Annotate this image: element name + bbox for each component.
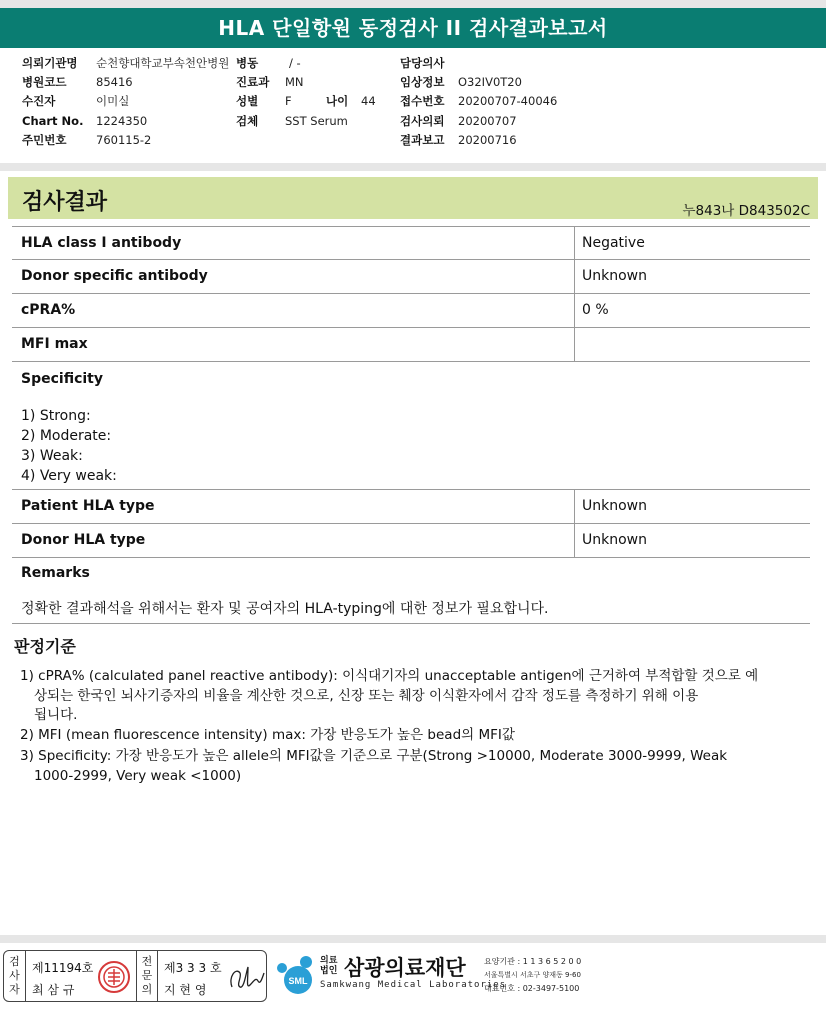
logo-text: SML [288,976,308,986]
footer-separator [0,935,826,943]
column-divider [574,328,575,361]
hospital-code-value: 85416 [96,75,133,89]
column-divider [574,524,575,557]
ward-value: / - [289,56,301,70]
cpra-label: cPRA% [21,302,76,318]
receipt-value: 20200707-40046 [458,94,558,108]
org-prefix [320,956,337,976]
ward-label: 병동 [236,56,259,70]
section-separator [0,163,826,171]
criteria-item-2: 2) MFI (mean fluorescence intensity) max: 가장 반응도가 높은 bead의 MFI값 [20,727,515,743]
class1-value: Negative [582,235,645,251]
clinical-label: 임상정보 [400,75,445,89]
expert-name: 지 현 영 [164,983,207,997]
criteria-item-3-line-1: 3) Specificity: 가장 반응도가 높은 allele의 MFI값을 기준으로 구분(Strong >10000, Moderate 3000-9999, Weak [20,748,728,764]
donor-hla-label: Donor HLA type [21,532,146,548]
report-title: HLA 단일항원 동정검사 II 검사결과보고서 [0,8,826,48]
expert-char: 전 [141,955,153,968]
institution-value: 순천향대학교부속천안병원 [96,56,230,70]
table-row [12,294,810,328]
table-row [12,260,810,294]
specificity-weak: 3) Weak: [21,448,83,464]
chart-label: Chart No. [22,114,84,128]
criteria-item-1-line-2: 상되는 한국인 뇌사기증자의 비율을 계산한 것으로, 신장 또는 췌장 이식환자에서 감작 정도를 측정하기 위해 이용 [34,688,699,704]
request-value: 20200707 [458,114,517,128]
table-row [12,362,810,490]
expert-char: 문 [141,969,153,982]
table-row [12,226,810,260]
cpra-value: 0 % [582,302,609,318]
inspector-name: 최 삼 규 [32,983,75,997]
table-row [12,558,810,624]
results-table [12,226,810,624]
dsa-value: Unknown [582,268,647,284]
column-divider [574,260,575,293]
column-divider [574,227,575,259]
dsa-label: Donor specific antibody [21,268,208,284]
specimen-value: SST Serum [285,114,348,128]
mfi-label: MFI max [21,336,88,352]
chart-value: 1224350 [96,114,148,128]
org-phone: 대표번호 : 02-3497-5100 [484,984,580,993]
dept-value: MN [285,75,304,89]
clinical-value: O32IV0T20 [458,75,522,89]
criteria-item-3-line-2: 1000-2999, Very weak <1000) [34,768,242,784]
criteria-item-1-line-1: 1) cPRA% (calculated panel reactive antibody): 이식대기자의 unacceptable antigen에 근거하여 부적합할 것으로 예 [20,668,759,684]
org-prefix-1: 의료 [320,956,338,966]
donor-hla-value: Unknown [582,532,647,548]
institution-label: 의뢰기관명 [22,56,78,70]
column-divider [574,490,575,523]
hospital-code-label: 병원코드 [22,75,67,89]
org-name: 삼광의료재단 [344,956,466,980]
specimen-label: 검체 [236,114,259,128]
remarks-label: Remarks [21,565,90,581]
criteria-heading: 판정기준 [14,637,76,656]
org-prefix-2: 법인 [320,966,338,976]
table-row [12,328,810,362]
sml-logo-icon [272,952,322,1002]
results-header [8,177,818,219]
receipt-label: 접수번호 [400,94,445,108]
age-value: 44 [361,94,376,108]
dept-label: 진료과 [236,75,270,89]
org-english-name: Samkwang Medical Laboratories [320,980,507,990]
inspector-char: 검 [9,955,20,968]
top-margin [0,0,826,8]
patient-hla-value: Unknown [582,498,647,514]
expert-char: 의 [141,983,153,996]
patient-label: 수진자 [22,94,56,108]
remarks-text: 정확한 결과해석을 위해서는 환자 및 공여자의 HLA-typing에 대한 정보가 필요합니다. [21,601,549,617]
doctor-label: 담당의사 [400,56,445,70]
id-label: 주민번호 [22,133,67,147]
specificity-very-weak: 4) Very weak: [21,468,117,484]
inspector-vertical-label [4,951,26,1001]
expert-number: 제3 3 3 호 [164,961,222,975]
organization-block [272,950,822,1002]
request-label: 검사의뢰 [400,114,445,128]
id-value: 760115-2 [96,133,152,147]
specificity-label: Specificity [21,371,103,387]
inspector-char: 사 [9,969,20,982]
report-date-label: 결과보고 [400,133,445,147]
criteria-item-1-line-3: 됩니다. [34,707,78,723]
sex-value: F [285,94,292,108]
results-heading: 검사결과 [22,190,108,215]
column-divider [574,294,575,327]
patient-info-block [0,52,826,162]
expert-vertical-label [136,951,158,1001]
seal-stamp-icon [96,959,132,995]
table-row [12,490,810,524]
results-code: 누843나 D843502C [682,203,810,219]
patient-value: 이미실 [96,94,130,108]
patient-hla-label: Patient HLA type [21,498,155,514]
class1-label: HLA class I antibody [21,235,182,251]
inspector-number: 제11194호 [32,961,94,975]
table-row [12,524,810,558]
org-code: 요양기관 : 1 1 3 6 5 2 0 0 [484,957,582,966]
age-label: 나이 [326,94,349,108]
specificity-strong: 1) Strong: [21,408,91,424]
specificity-list [21,406,117,486]
sex-label: 성별 [236,94,259,108]
criteria-section [14,634,810,784]
report-date-value: 20200716 [458,133,517,147]
handwritten-signature-icon [226,959,266,995]
specificity-moderate: 2) Moderate: [21,428,112,444]
org-address: 서울특별시 서초구 양재동 9-60 [484,971,581,979]
signature-box [3,950,267,1002]
inspector-char: 자 [9,983,20,996]
